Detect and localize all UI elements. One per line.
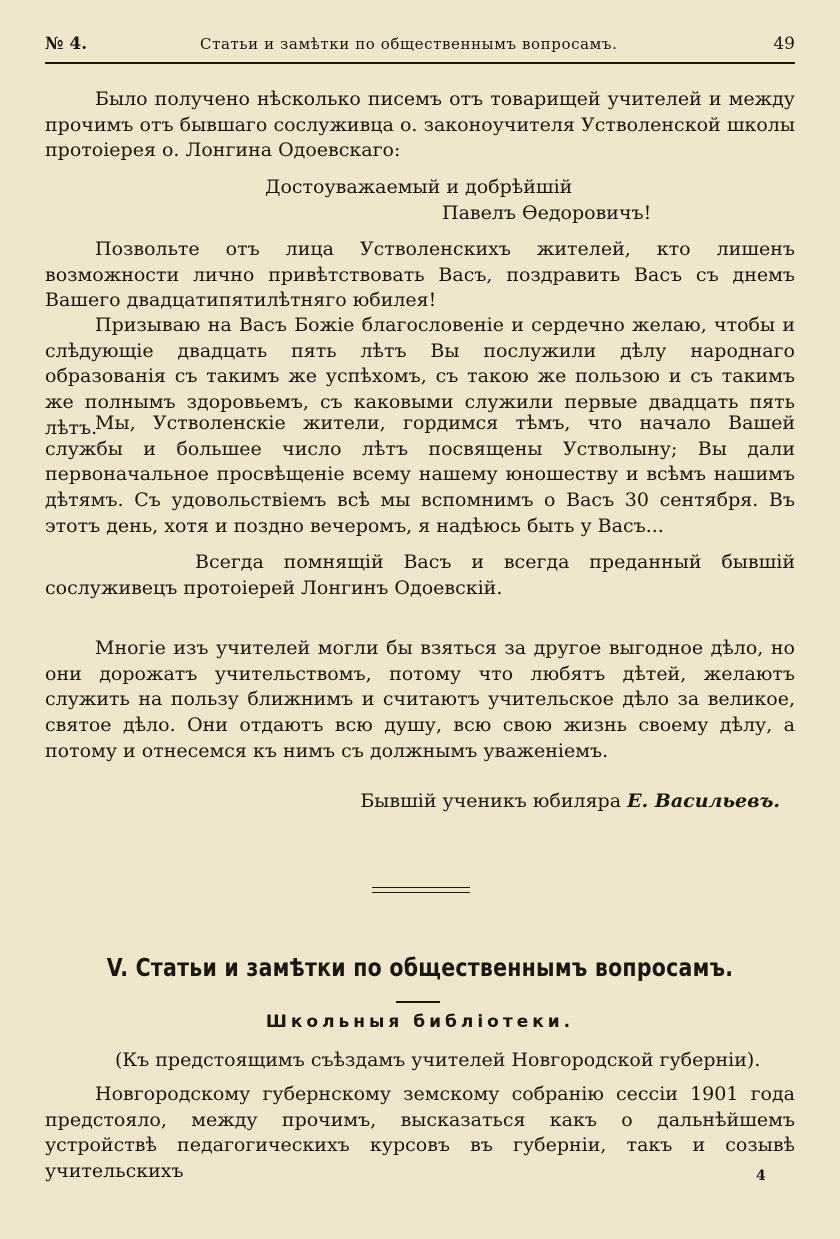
page-number: 49 <box>773 34 795 54</box>
salutation-line-1: Достоуважаемый и добрѣйшій <box>265 176 573 198</box>
issue-number: № 4. <box>45 34 88 54</box>
letter-paragraph-2: Призываю на Васъ Божіе благословеніе и сердечно желаю, чтобы и слѣдующіе двадцать пять лѣтъ Вы послужили дѣлу народнаго образованія съ такимъ же успѣхомъ, съ такою же пользою и съ такимъ же полнымъ здоровьемъ, съ каковыми служили первые двадцать пять лѣтъ. <box>45 314 795 439</box>
signature-mark: 4 <box>756 1168 766 1184</box>
section-note: (Къ предстоящимъ съѣздамъ учителей Новгородской губерніи). <box>115 1049 761 1071</box>
letter-paragraph-3: Мы, Устволенскіе жители, гордимся тѣмъ, что начало Вашей службы и большее число лѣтъ посвящены Устволыну; Вы дали первоначальное просвѣщеніе всему нашему юношеству и всѣмъ нашимъ дѣтямъ. Съ удовольствіемъ всѣ мы вспомнимъ о Васъ 30 сентября. Въ этотъ день, хотя и поздно вечеромъ, я надѣюсь быть у Васъ... <box>45 412 795 537</box>
author-line <box>45 789 795 815</box>
letter-signature: Всегда помнящій Васъ и всегда преданный бывшій сослуживецъ протоіерей Лонгинъ Одоевскій. <box>45 551 795 599</box>
section-divider <box>372 887 470 893</box>
title-rule <box>396 1001 440 1003</box>
running-title: Статьи и замѣтки по общественнымъ вопросамъ. <box>200 35 618 53</box>
intro-paragraph: Было получено нѣсколько писемъ отъ товарищей учителей и между прочимъ отъ бывшаго сослуживца о. законоучителя Устволенской школы протоіерея о. Лонгина Одоевскаго: <box>45 88 795 162</box>
closing-paragraph: Многіе изъ учителей могли бы взяться за другое выгодное дѣло, но они дорожатъ учительствомъ, потому что любятъ дѣтей, желаютъ служить на пользу ближнимъ и считаютъ учительское дѣло за великое, святое дѣло. Они отдаютъ всю душу, всю свою жизнь своему дѣлу, а потому и отнесемся къ нимъ съ должнымъ уваженіемъ. <box>45 637 795 762</box>
letter-paragraph-1: Позвольте отъ лица Устволенскихъ жителей, кто лишенъ возможности лично привѣтствовать Васъ, поздравить Васъ съ днемъ Вашего двадцатипятилѣтняго юбилея! <box>45 238 795 312</box>
section-subtitle: Школьныя библіотеки. <box>265 1012 575 1032</box>
running-header <box>45 32 795 64</box>
section-title: V. Статьи и замѣтки по общественнымъ вопросамъ. <box>106 953 734 982</box>
section-paragraph: Новгородскому губернскому земскому собранію сессіи 1901 года предстояло, между прочимъ, высказаться какъ о дальнѣйшемъ устройствѣ педагогическихъ курсовъ въ губерніи, такъ и созывѣ учительскихъ <box>45 1083 795 1183</box>
author-prefix: Бывшій ученикъ юбиляра <box>360 790 622 812</box>
author-name: Е. Васильевъ. <box>627 790 780 812</box>
salutation-line-2: Павелъ Ѳедоровичъ! <box>442 202 652 224</box>
